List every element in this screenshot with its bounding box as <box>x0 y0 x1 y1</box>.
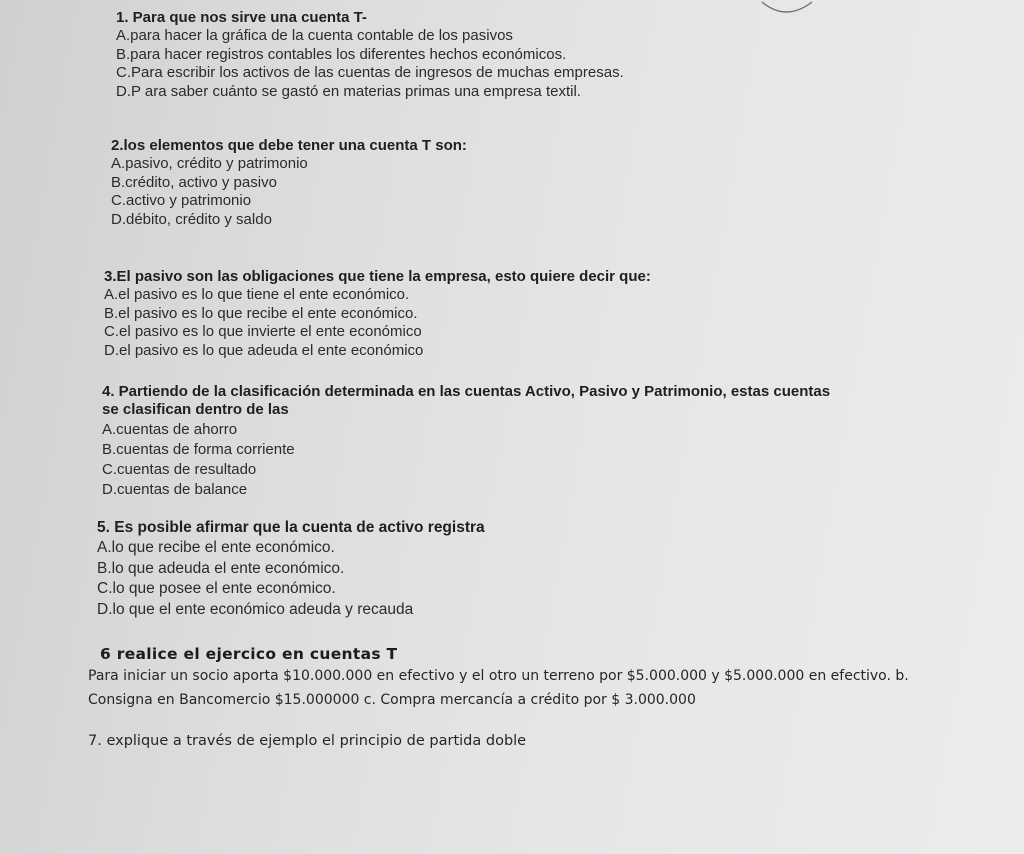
question-7-title: 7. explique a través de ejemplo el principio de partida doble <box>88 733 527 749</box>
question-1-option-a: A.para hacer la gráfica de la cuenta contable de los pasivos <box>116 27 513 44</box>
question-4-option-a: A.cuentas de ahorro <box>102 421 238 438</box>
question-1-title: 1. Para que nos sirve una cuenta T- <box>116 9 367 26</box>
question-4 <box>102 383 830 500</box>
question-3-option-a: A.el pasivo es lo que tiene el ente económico. <box>104 286 410 303</box>
question-1-option-c: C.Para escribir los activos de las cuentas de ingresos de muchas empresas. <box>116 64 624 81</box>
question-2-option-c: C.activo y patrimonio <box>111 192 252 209</box>
question-3-option-c: C.el pasivo es lo que invierte el ente económico <box>104 323 422 340</box>
question-5-options <box>97 538 485 620</box>
pencil-mark-icon <box>758 0 818 20</box>
question-6-line-1: Para iniciar un socio aporta $10.000.000 en efectivo y el otro un terreno por $5.000.000 y $5.000.000 en efectivo. b. <box>88 668 909 684</box>
question-2 <box>111 137 467 229</box>
question-5 <box>97 518 485 620</box>
question-5-title: 5. Es posible afirmar que la cuenta de activo registra <box>97 519 485 536</box>
question-6-title: 6 realice el ejercico en cuentas T <box>100 645 398 663</box>
question-6-body <box>88 664 909 712</box>
question-3-option-d: D.el pasivo es lo que adeuda el ente económico <box>104 341 424 359</box>
question-4-options <box>102 420 830 500</box>
question-5-option-d: D.lo que el ente económico adeuda y recauda <box>97 600 414 618</box>
question-3 <box>104 268 651 360</box>
question-3-options <box>104 286 651 360</box>
question-2-title: 2.los elementos que debe tener una cuenta T son: <box>111 137 467 154</box>
question-5-option-a: A.lo que recibe el ente económico. <box>97 539 335 556</box>
question-5-option-b: B.lo que adeuda el ente económico. <box>97 559 345 577</box>
question-4-title <box>102 383 830 419</box>
question-2-option-b: B.crédito, activo y pasivo <box>111 173 277 191</box>
question-1-option-b: B.para hacer registros contables los diferentes hechos económicos. <box>116 45 567 63</box>
question-4-option-d: D.cuentas de balance <box>102 481 248 498</box>
question-1-options <box>116 27 624 101</box>
question-2-option-a: A.pasivo, crédito y patrimonio <box>111 155 308 172</box>
question-4-title-line1: 4. Partiendo de la clasificación determinada en las cuentas Activo, Pasivo y Patrimonio, estas cuentas <box>102 383 831 400</box>
question-1 <box>116 9 624 101</box>
question-2-options <box>111 155 467 229</box>
question-7 <box>88 733 526 749</box>
question-4-option-b: B.cuentas de forma corriente <box>102 441 295 458</box>
question-4-option-c: C.cuentas de resultado <box>102 461 257 478</box>
question-4-title-line2: se clasifican dentro de las <box>102 401 289 418</box>
question-3-title: 3.El pasivo son las obligaciones que tiene la empresa, esto quiere decir que: <box>104 268 651 285</box>
question-2-option-d: D.débito, crédito y saldo <box>111 210 272 228</box>
question-1-option-d: D.P ara saber cuánto se gastó en materias primas una empresa textil. <box>116 82 581 100</box>
question-6-line-2: Consigna en Bancomercio $15.000000 c. Compra mercancía a crédito por $ 3.000.000 <box>88 692 696 708</box>
question-5-option-c: C.lo que posee el ente económico. <box>97 580 336 597</box>
question-3-option-b: B.el pasivo es lo que recibe el ente económico. <box>104 304 418 322</box>
question-6 <box>100 645 397 663</box>
